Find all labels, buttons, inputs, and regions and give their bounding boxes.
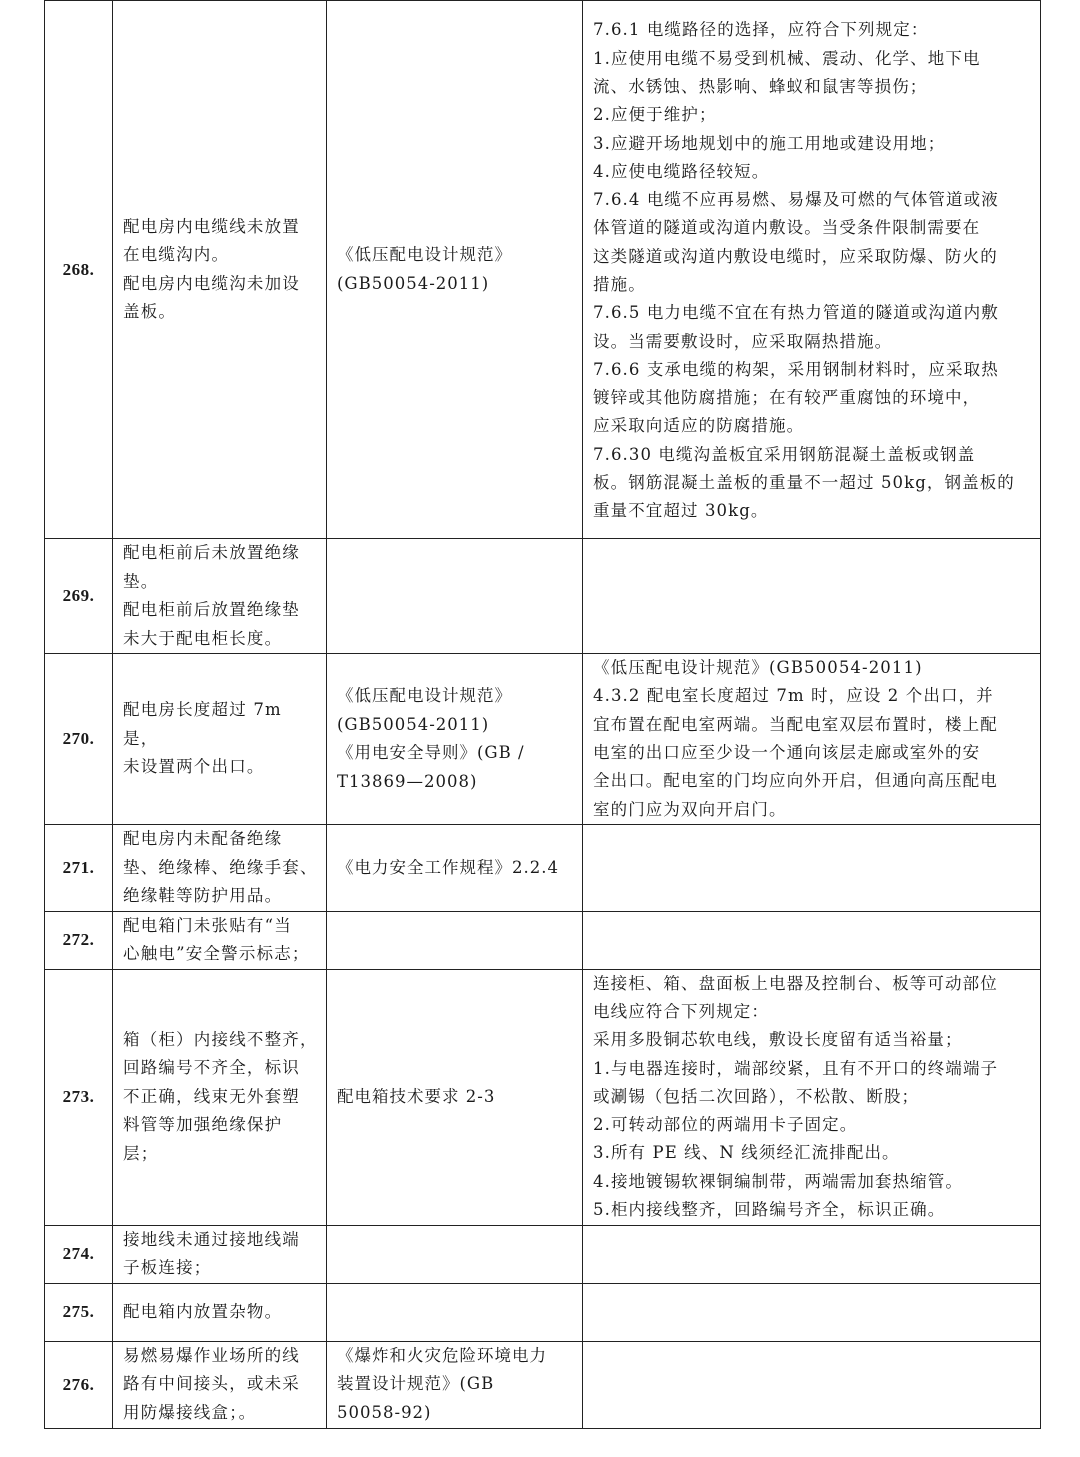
issue-line: 配电箱内放置杂物。 xyxy=(123,1301,283,1321)
clause-line: 宜布置在配电室两端。当配电室双层布置时，楼上配 xyxy=(593,714,998,734)
clause-line: 电室的出口应至少设一个通向该层走廊或室外的安 xyxy=(593,743,981,762)
issue-line: 配电房长度超过 7m 是， xyxy=(123,700,282,748)
regulation-table xyxy=(44,0,1041,1429)
clause-line: 室的门应为双向开启门。 xyxy=(593,799,787,819)
basis-text xyxy=(327,854,582,883)
clause-line: 4.接地镀锡软裸铜编制带，两端需加套热缩管。 xyxy=(593,1171,963,1191)
clause-text xyxy=(583,654,1040,824)
issue-cell xyxy=(113,911,327,969)
issue-line: 易燃易爆作业场所的线 xyxy=(123,1345,300,1365)
basis-line: 《低压配电设计规范》 xyxy=(337,686,512,705)
clause-cell xyxy=(583,825,1041,912)
issue-line: 绝缘鞋等防护用品。 xyxy=(123,886,283,905)
clause-line: 措施。 xyxy=(593,275,646,294)
clause-line: 这类隧道或沟道内敷设电缆时，应采取防爆、防火的 xyxy=(593,246,998,266)
issue-line: 配电房内电缆线未放置 xyxy=(123,216,300,236)
basis-line: (GB50054-2011) xyxy=(337,714,490,734)
issue-text xyxy=(113,825,326,911)
issue-line: 配电箱门未张贴有“当 xyxy=(123,915,292,935)
issue-line: 配电房内未配备绝缘 xyxy=(123,829,283,848)
issue-line: 接地线未通过接地线端 xyxy=(123,1229,300,1249)
basis-line: 《爆炸和火灾危险环境电力 xyxy=(337,1345,547,1365)
issue-line: 未设置两个出口。 xyxy=(123,757,265,777)
clause-cell xyxy=(583,969,1041,1225)
clause-text xyxy=(583,13,1040,525)
issue-cell xyxy=(113,539,327,654)
clause-line: 连接柜、箱、盘面板上电器及控制台、板等可动部位 xyxy=(593,973,998,993)
issue-line: 子板连接； xyxy=(123,1258,212,1277)
clause-line: 电线应符合下列规定： xyxy=(593,1001,769,1021)
table-body xyxy=(45,1,1041,1429)
clause-cell xyxy=(583,911,1041,969)
clause-line: 7.6.6 支承电缆的构架，采用钢制材料时，应采取热 xyxy=(593,359,999,379)
clause-line: 重量不宜超过 30kg。 xyxy=(593,501,769,521)
clause-text xyxy=(583,970,1040,1225)
clause-cell xyxy=(583,654,1041,825)
issue-text xyxy=(113,213,326,327)
clause-line: 4.3.2 配电室长度超过 7m 时，应设 2 个出口，并 xyxy=(593,686,994,706)
clause-line: 2.应便于维护； xyxy=(593,105,717,125)
clause-line: 《低压配电设计规范》(GB50054-2011) xyxy=(593,658,923,678)
row-number: 275. xyxy=(45,1283,113,1341)
issue-line: 不正确，线束无外套塑 xyxy=(123,1086,300,1106)
basis-line: 《用电安全导则》(GB / xyxy=(337,743,525,762)
basis-text xyxy=(327,682,582,796)
issue-line: 配电柜前后未放置绝缘 xyxy=(123,543,300,562)
basis-text xyxy=(327,1083,582,1112)
clause-line: 4.应使电缆路径较短。 xyxy=(593,161,770,181)
issue-line: 未大于配电柜长度。 xyxy=(123,628,283,648)
table-row xyxy=(45,539,1041,654)
clause-line: 体管道的隧道或沟道内敷设。当受条件限制需要在 xyxy=(593,218,981,238)
table-row xyxy=(45,1225,1041,1283)
issue-line: 箱（柜）内接线不整齐， xyxy=(123,1029,318,1049)
clause-line: 3.所有 PE 线、N 线须经汇流排配出。 xyxy=(593,1143,900,1163)
clause-line: 流、水锈蚀、热影响、蜂蚁和鼠害等损伤； xyxy=(593,76,928,96)
table-row xyxy=(45,969,1041,1225)
clause-cell xyxy=(583,1,1041,539)
row-number: 271. xyxy=(45,825,113,912)
clause-line: 7.6.30 电缆沟盖板宜采用钢筋混凝土盖板或钢盖 xyxy=(593,444,976,464)
basis-line: 《电力安全工作规程》2.2.4 xyxy=(337,857,559,877)
clause-line: 采用多股铜芯软电线，敷设长度留有适当裕量； xyxy=(593,1030,963,1050)
basis-cell xyxy=(327,825,583,912)
issue-cell xyxy=(113,1,327,539)
clause-line: 或涮锡（包括二次回路），不松散、断股； xyxy=(593,1086,920,1106)
table-row xyxy=(45,654,1041,825)
issue-text xyxy=(113,1342,326,1428)
issue-cell xyxy=(113,969,327,1225)
basis-cell xyxy=(327,1,583,539)
issue-text xyxy=(113,1026,326,1169)
table-row xyxy=(45,1,1041,539)
basis-cell xyxy=(327,654,583,825)
table-row xyxy=(45,1283,1041,1341)
basis-cell xyxy=(327,1341,583,1428)
issue-cell xyxy=(113,1283,327,1341)
clause-line: 1.应使用电缆不易受到机械、震动、化学、地下电 xyxy=(593,48,981,68)
clause-line: 7.6.4 电缆不应再易燃、易爆及可燃的气体管道或液 xyxy=(593,190,999,210)
issue-text xyxy=(113,912,326,969)
issue-line: 回路编号不齐全，标识 xyxy=(123,1058,300,1078)
basis-text xyxy=(327,241,582,298)
row-number: 276. xyxy=(45,1341,113,1428)
issue-text xyxy=(113,1226,326,1283)
table-row xyxy=(45,911,1041,969)
row-number: 273. xyxy=(45,969,113,1225)
basis-line: 配电箱技术要求 2-3 xyxy=(337,1086,496,1106)
clause-line: 镀锌或其他防腐措施；在有较严重腐蚀的环境中， xyxy=(593,388,981,408)
basis-line: 50058-92) xyxy=(337,1402,432,1422)
clause-cell xyxy=(583,1225,1041,1283)
basis-cell xyxy=(327,911,583,969)
clause-line: 应采取向适应的防腐措施。 xyxy=(593,416,805,436)
basis-cell xyxy=(327,1225,583,1283)
row-number: 274. xyxy=(45,1225,113,1283)
issue-line: 垫。 xyxy=(123,571,159,591)
clause-line: 1.与电器连接时，端部绞紧，且有不开口的终端端子 xyxy=(593,1058,999,1078)
table-row xyxy=(45,825,1041,912)
clause-line: 设。当需要敷设时，应采取隔热措施。 xyxy=(593,331,893,351)
issue-line: 配电柜前后放置绝缘垫 xyxy=(123,600,300,619)
issue-text xyxy=(113,696,326,782)
basis-cell xyxy=(327,969,583,1225)
issue-line: 配电房内电缆沟未加设 xyxy=(123,273,300,293)
clause-line: 3.应避开场地规划中的施工用地或建设用地； xyxy=(593,133,946,153)
issue-cell xyxy=(113,654,327,825)
clause-line: 5.柜内接线整齐，回路编号齐全，标识正确。 xyxy=(593,1200,946,1220)
clause-line: 板。钢筋混凝土盖板的重量不一超过 50kg，钢盖板的 xyxy=(593,473,1015,493)
basis-line: 装置设计规范》(GB xyxy=(337,1374,495,1394)
clause-line: 7.6.1 电缆路径的选择，应符合下列规定： xyxy=(593,20,929,40)
clause-cell xyxy=(583,539,1041,654)
table-row xyxy=(45,1341,1041,1428)
issue-cell xyxy=(113,825,327,912)
issue-line: 盖板。 xyxy=(123,302,177,321)
issue-line: 料管等加强绝缘保护 xyxy=(123,1115,283,1135)
basis-cell xyxy=(327,1283,583,1341)
basis-text xyxy=(327,1342,582,1428)
issue-cell xyxy=(113,1341,327,1428)
basis-line: (GB50054-2011) xyxy=(337,273,490,293)
clause-cell xyxy=(583,1341,1041,1428)
issue-line: 心触电”安全警示标志； xyxy=(123,944,310,963)
basis-line: 《低压配电设计规范》 xyxy=(337,245,512,264)
basis-line: T13869—2008) xyxy=(337,771,478,791)
issue-line: 层； xyxy=(123,1143,159,1163)
row-number: 269. xyxy=(45,539,113,654)
clause-line: 7.6.5 电力电缆不宜在有热力管道的隧道或沟道内敷 xyxy=(593,303,999,323)
issue-line: 在电缆沟内。 xyxy=(123,245,230,264)
row-number: 270. xyxy=(45,654,113,825)
clause-cell xyxy=(583,1283,1041,1341)
issue-text xyxy=(113,1298,326,1327)
issue-line: 路有中间接头，或未采 xyxy=(123,1374,300,1394)
issue-line: 垫、绝缘棒、绝缘手套、 xyxy=(123,857,318,877)
clause-line: 全出口。配电室的门均应向外开启，但通向高压配电 xyxy=(593,771,998,791)
issue-cell xyxy=(113,1225,327,1283)
issue-text xyxy=(113,539,326,653)
basis-cell xyxy=(327,539,583,654)
row-number: 272. xyxy=(45,911,113,969)
row-number: 268. xyxy=(45,1,113,539)
issue-line: 用防爆接线盒；。 xyxy=(123,1402,257,1422)
clause-line: 2.可转动部位的两端用卡子固定。 xyxy=(593,1115,858,1135)
